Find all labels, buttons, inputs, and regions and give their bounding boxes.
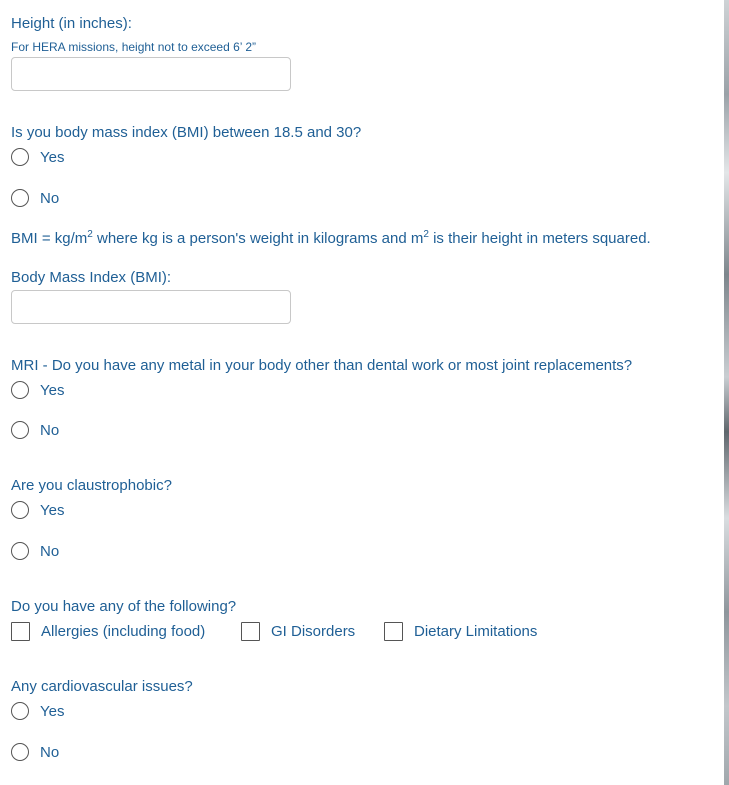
bmi-input[interactable]: [11, 290, 291, 324]
bmi-yes-option[interactable]: [11, 148, 64, 166]
bmi-no-radio[interactable]: [11, 189, 29, 207]
bmi-field-label: Body Mass Index (BMI):: [11, 269, 172, 286]
claustro-no-option[interactable]: [11, 542, 59, 560]
bmi-no-option[interactable]: [11, 189, 59, 207]
mri-no-label: No: [40, 421, 60, 439]
claustro-yes-label: Yes: [40, 501, 65, 519]
bmi-yes-radio[interactable]: [11, 148, 29, 166]
cardio-yes-radio[interactable]: [11, 702, 29, 720]
claustro-no-label: No: [40, 542, 60, 560]
claustro-yes-radio[interactable]: [11, 501, 29, 519]
claustro-no-radio[interactable]: [11, 542, 29, 560]
gi-disorders-checkbox[interactable]: [241, 622, 260, 641]
allergies-label: Allergies (including food): [41, 623, 206, 640]
height-input[interactable]: [11, 57, 291, 91]
dietary-limitations-checkbox[interactable]: [384, 622, 403, 641]
height-hint: For HERA missions, height not to exceed 6’ 2”: [11, 40, 257, 54]
mri-yes-label: Yes: [40, 381, 65, 399]
background-image-edge: [724, 0, 729, 785]
height-label: Height (in inches):: [11, 15, 132, 32]
mri-no-option[interactable]: [11, 421, 59, 439]
mri-yes-option[interactable]: [11, 381, 64, 399]
gi-disorders-option[interactable]: [241, 622, 355, 641]
dietary-limitations-option[interactable]: [384, 622, 537, 641]
cardio-yes-label: Yes: [40, 702, 65, 720]
conditions-question-label: Do you have any of the following?: [11, 598, 237, 615]
mri-no-radio[interactable]: [11, 421, 29, 439]
allergies-option[interactable]: [11, 622, 205, 641]
gi-disorders-label: GI Disorders: [271, 623, 356, 640]
cardio-no-radio[interactable]: [11, 743, 29, 761]
bmi-yes-label: Yes: [40, 148, 65, 166]
bmi-question-label: Is you body mass index (BMI) between 18.5 and 30?: [11, 124, 362, 141]
cardio-question-label: Any cardiovascular issues?: [11, 678, 193, 695]
cardio-yes-option[interactable]: [11, 702, 64, 720]
mri-yes-radio[interactable]: [11, 381, 29, 399]
claustro-question-label: Are you claustrophobic?: [11, 477, 172, 494]
bmi-no-label: No: [40, 189, 60, 207]
cardio-no-option[interactable]: [11, 743, 59, 761]
dietary-limitations-label: Dietary Limitations: [414, 623, 538, 640]
mri-question-label: MRI - Do you have any metal in your body other than dental work or most joint replacements?: [11, 357, 633, 374]
claustro-yes-option[interactable]: [11, 501, 64, 519]
cardio-no-label: No: [40, 743, 60, 761]
allergies-checkbox[interactable]: [11, 622, 30, 641]
bmi-formula-text: BMI = $kg/m^2$ where kg is a person's weight in kilograms and $m^2$ is their height in meters squared.: [11, 229, 651, 247]
